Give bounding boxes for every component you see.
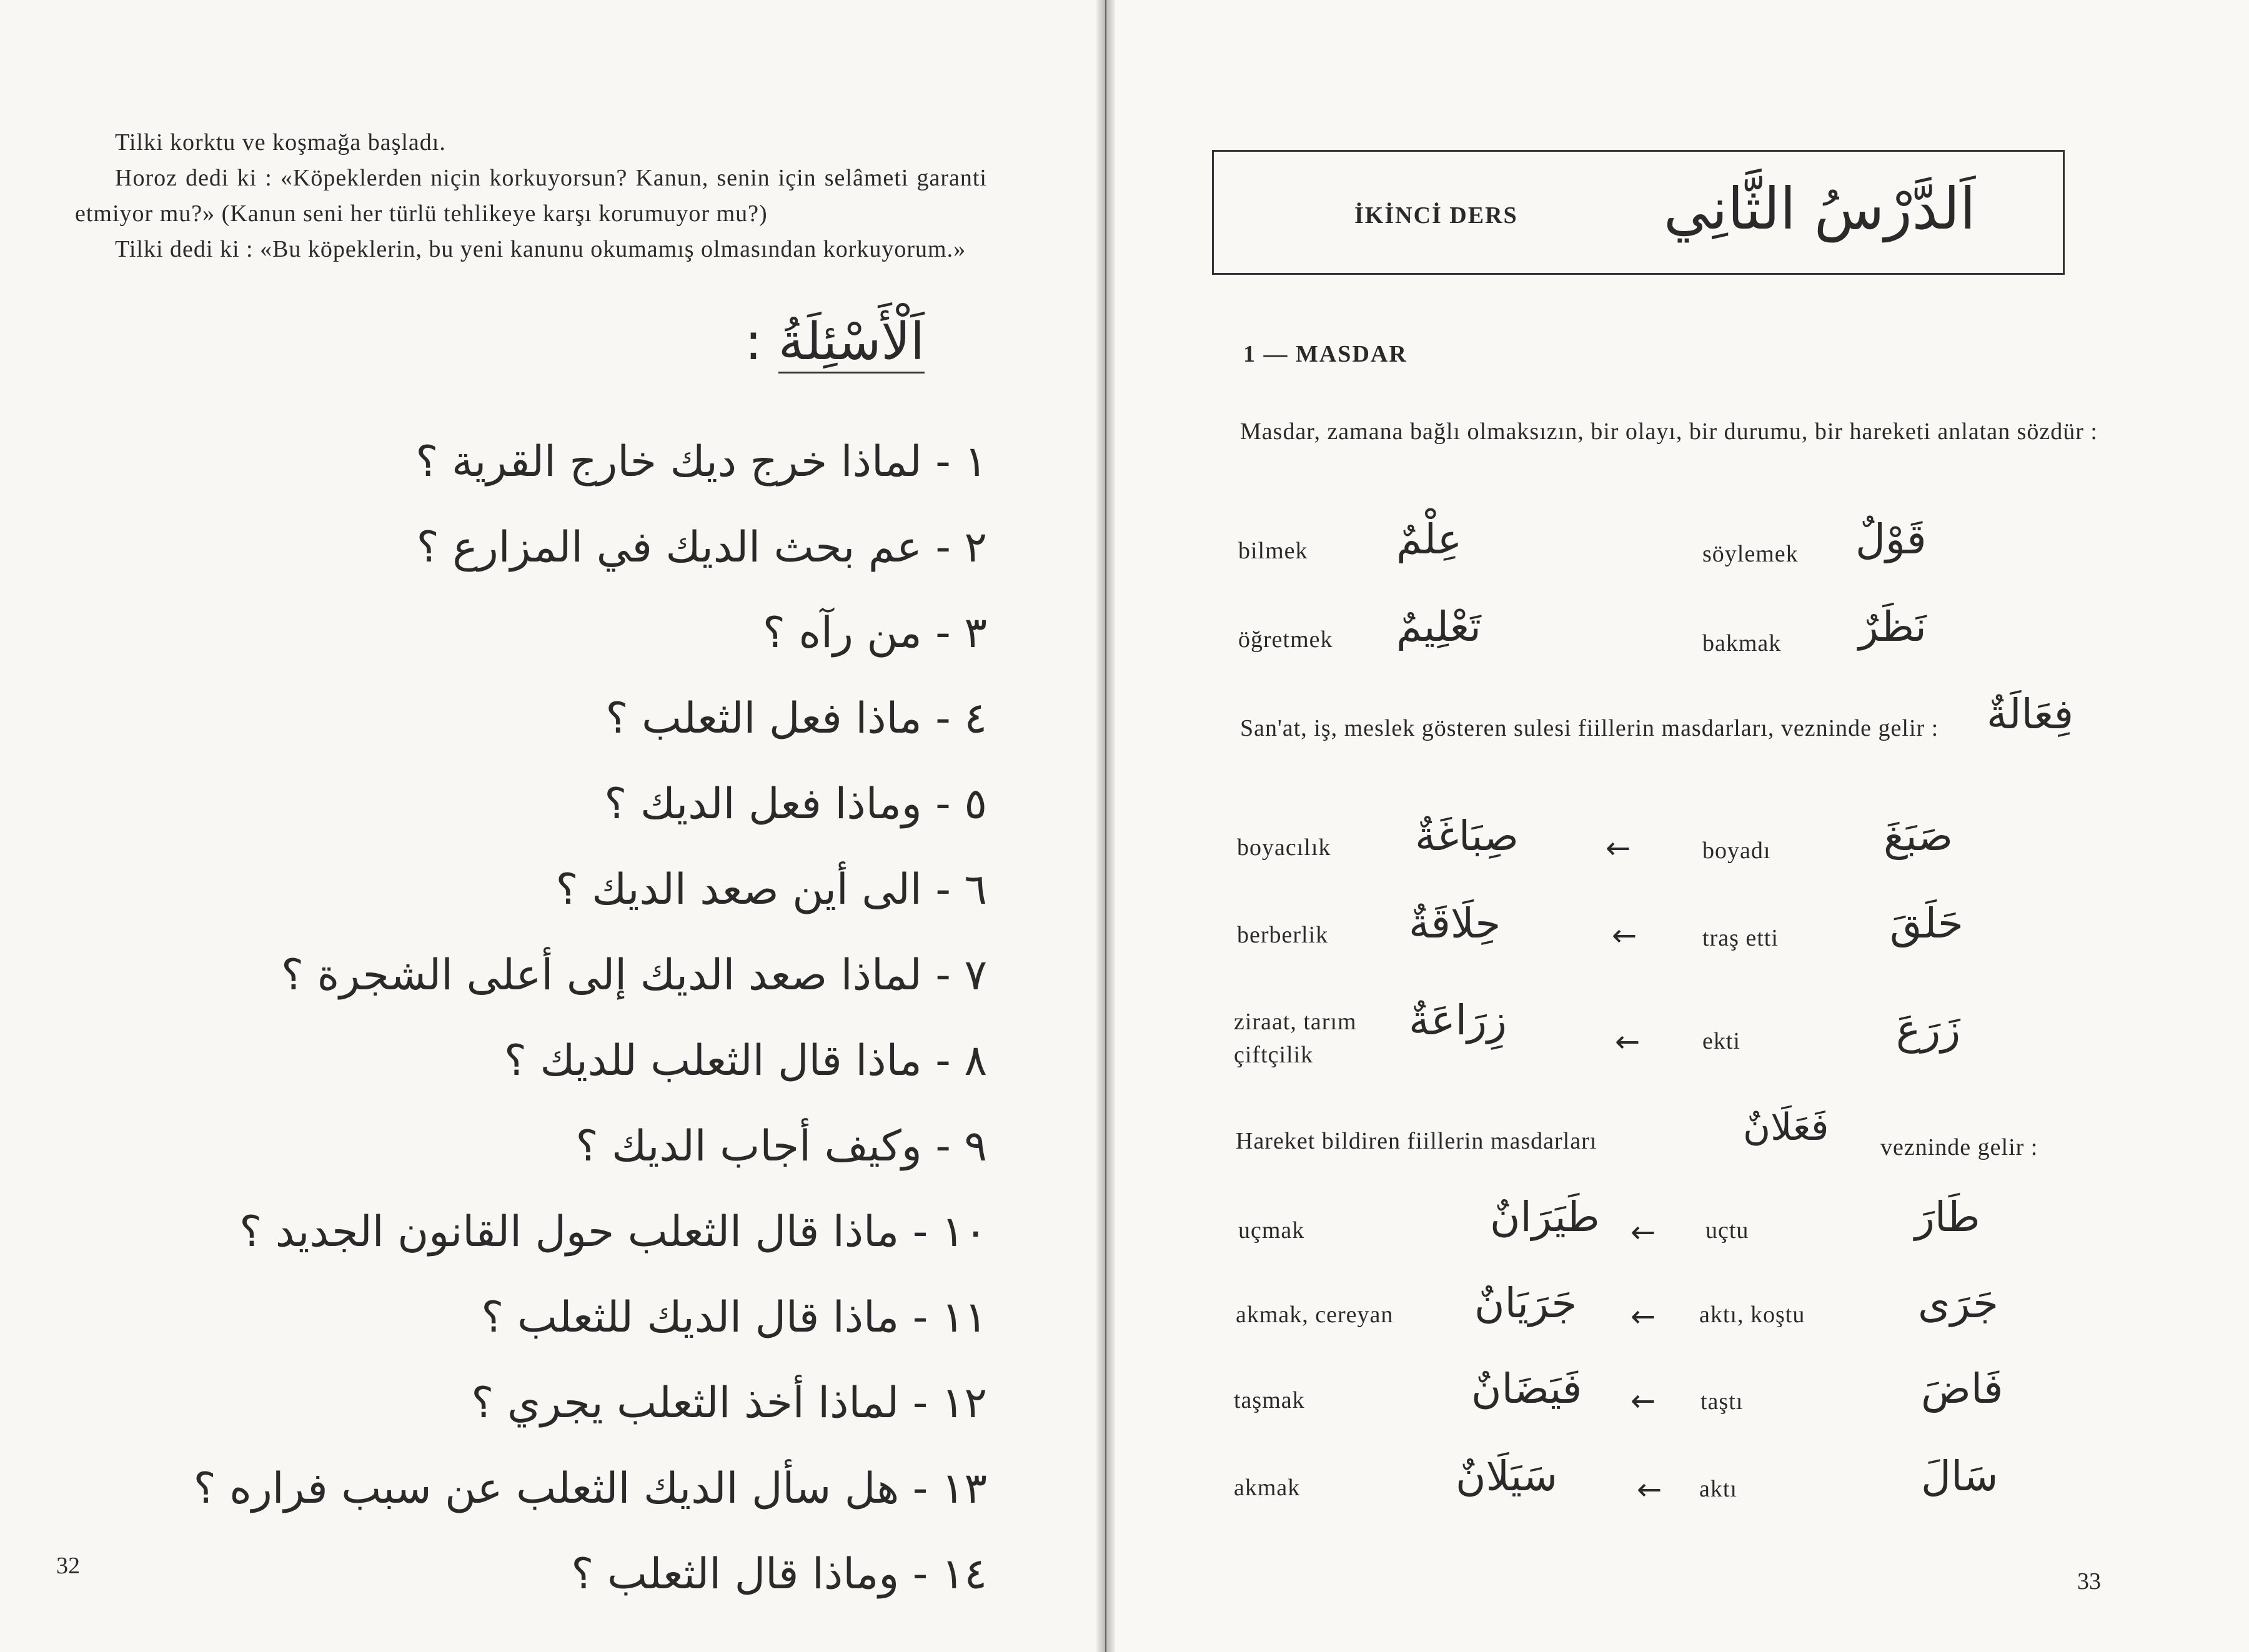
masdar-ar: جَرَيَانٌ bbox=[1474, 1279, 1577, 1327]
fiil-tr: traş etti bbox=[1702, 925, 1779, 951]
masdar-ar: زِرَاعَةٌ bbox=[1409, 996, 1507, 1044]
masdar-tr: akmak, cereyan bbox=[1236, 1302, 1394, 1328]
example-ar: نَظَرٌ bbox=[1859, 603, 1927, 651]
fiil-ar: صَبَغَ bbox=[1884, 812, 1954, 860]
fiil-tr: aktı, koştu bbox=[1699, 1302, 1805, 1328]
masdar-tr: boyacılık bbox=[1237, 834, 1331, 861]
fiil-tr: ekti bbox=[1702, 1028, 1740, 1054]
hareket-rule: Hareket bildiren fiillerin masdarları bbox=[1236, 1128, 1597, 1154]
fiil-ar: جَرَى bbox=[1918, 1279, 1998, 1327]
masdar-ar: صِبَاغَةٌ bbox=[1415, 812, 1519, 860]
example-tr: söylemek bbox=[1702, 541, 1799, 567]
fiil-tr: boyadı bbox=[1702, 838, 1771, 864]
question-item: ١ - لماذا خرج ديك خارج القرية ؟ bbox=[415, 437, 987, 487]
page-number-left: 32 bbox=[56, 1553, 80, 1579]
hareket-pattern: فَعَلَانٌ bbox=[1743, 1105, 1829, 1149]
story-paragraph: Tilki korktu ve koşmağa başladı. bbox=[115, 129, 446, 156]
masdar-tr: ziraat, tarım çiftçilik bbox=[1234, 1009, 1357, 1068]
question-item: ١٣ - هل سأل الديك الثعلب عن سبب فراره ؟ bbox=[193, 1464, 987, 1513]
story-paragraph: Horoz dedi ki : «Köpeklerden niçin korkuyorsun? Kanun, senin için selâmeti garanti etmiyor mu?» (Kanun seni her türlü tehlikeye karşı korumuyor mu?) bbox=[75, 165, 987, 227]
masdar-ar: حِلَاقَةٌ bbox=[1409, 899, 1501, 947]
arrow-icon: ← bbox=[1631, 1299, 1656, 1334]
arrow-icon: ← bbox=[1612, 918, 1637, 953]
fiil-tr: uçtu bbox=[1705, 1217, 1749, 1244]
arrow-icon: ← bbox=[1631, 1383, 1656, 1418]
arrow-icon: ← bbox=[1606, 831, 1631, 866]
hareket-rule-end: vezninde gelir : bbox=[1880, 1134, 2038, 1160]
questions-heading bbox=[662, 312, 925, 372]
question-item: ١٢ - لماذا أخذ الثعلب يجري ؟ bbox=[471, 1378, 987, 1428]
arrow-icon: ← bbox=[1615, 1024, 1641, 1059]
question-item: ٣ - من رآه ؟ bbox=[762, 608, 987, 658]
masdar-tr: akmak bbox=[1234, 1475, 1301, 1501]
question-item: ٧ - لماذا صعد الديك إلى أعلى الشجرة ؟ bbox=[281, 951, 987, 1000]
example-tr: öğretmek bbox=[1238, 626, 1333, 653]
question-item: ٦ - الى أين صعد الديك ؟ bbox=[555, 865, 987, 914]
masdar-tr: berberlik bbox=[1237, 922, 1329, 948]
question-item: ٤ - ماذا فعل الثعلب ؟ bbox=[605, 694, 987, 743]
fiil-ar: سَالَ bbox=[1921, 1452, 1998, 1500]
question-item: ٥ - وماذا فعل الديك ؟ bbox=[604, 779, 987, 829]
questions-heading-text: اَلْأَسْئِلَةُ bbox=[778, 312, 925, 373]
story-paragraph: Tilki dedi ki : «Bu köpeklerin, bu yeni kanunu okumamış olmasından korkuyorum.» bbox=[115, 236, 966, 262]
lesson-title-tr: İKİNCİ DERS bbox=[1354, 202, 1518, 229]
question-item: ٨ - ماذا قال الثعلب للديك ؟ bbox=[504, 1036, 987, 1086]
masdar-ar: سَيَلَانٌ bbox=[1456, 1452, 1558, 1500]
example-ar: قَوْلٌ bbox=[1855, 515, 1927, 563]
masdar-definition: Masdar, zamana bağlı olmaksızın, bir olayı, bir durumu, bir hareketi anlatan sözdür : bbox=[1240, 418, 2098, 445]
example-tr: bakmak bbox=[1702, 630, 1782, 656]
questions-heading-colon: : bbox=[745, 312, 762, 372]
page-number-right: 33 bbox=[2077, 1568, 2101, 1595]
example-tr: bilmek bbox=[1238, 538, 1308, 564]
fiil-tr: taştı bbox=[1700, 1388, 1744, 1415]
fiil-tr: aktı bbox=[1699, 1476, 1737, 1502]
question-item: ١١ - ماذا قال الديك للثعلب ؟ bbox=[481, 1293, 987, 1342]
lesson-title-box bbox=[1212, 150, 2065, 275]
arrow-icon: ← bbox=[1631, 1215, 1656, 1250]
lesson-title-ar: اَلدَّرْسُ الثَّانِي bbox=[1664, 176, 1976, 242]
fiil-ar: طَارَ bbox=[1915, 1193, 1980, 1241]
question-item: ٩ - وكيف أجاب الديك ؟ bbox=[575, 1122, 987, 1171]
question-item: ١٤ - وماذا قال الثعلب ؟ bbox=[571, 1550, 987, 1599]
question-item: ٢ - عم بحث الديك في المزارع ؟ bbox=[416, 523, 987, 572]
fiil-ar: فَاضَ bbox=[1921, 1365, 2003, 1413]
section-title: 1 — MASDAR bbox=[1243, 341, 1407, 367]
masdar-tr: uçmak bbox=[1238, 1217, 1305, 1244]
question-item: ١٠ - ماذا قال الثعلب حول القانون الجديد ؟ bbox=[239, 1207, 987, 1257]
masdar-ar: طَيَرَانٌ bbox=[1490, 1193, 1600, 1241]
arrow-icon: ← bbox=[1637, 1472, 1662, 1507]
example-ar: تَعْلِيمٌ bbox=[1396, 603, 1481, 651]
sanat-rule: San'at, iş, meslek gösteren sulesi fiillerin masdarları, vezninde gelir : bbox=[1240, 715, 1939, 741]
masdar-tr: taşmak bbox=[1234, 1387, 1305, 1413]
book-gutter bbox=[1096, 0, 1115, 1652]
questions-list bbox=[175, 431, 987, 1629]
fiil-ar: حَلَقَ bbox=[1890, 899, 1964, 947]
fiil-ar: زَرَعَ bbox=[1896, 1006, 1961, 1054]
masdar-ar: فَيَضَانٌ bbox=[1471, 1365, 1582, 1413]
story-text bbox=[75, 125, 987, 267]
example-ar: عِلْمٌ bbox=[1396, 515, 1462, 563]
sanat-pattern: فِعَالَةٌ bbox=[1987, 690, 2073, 738]
